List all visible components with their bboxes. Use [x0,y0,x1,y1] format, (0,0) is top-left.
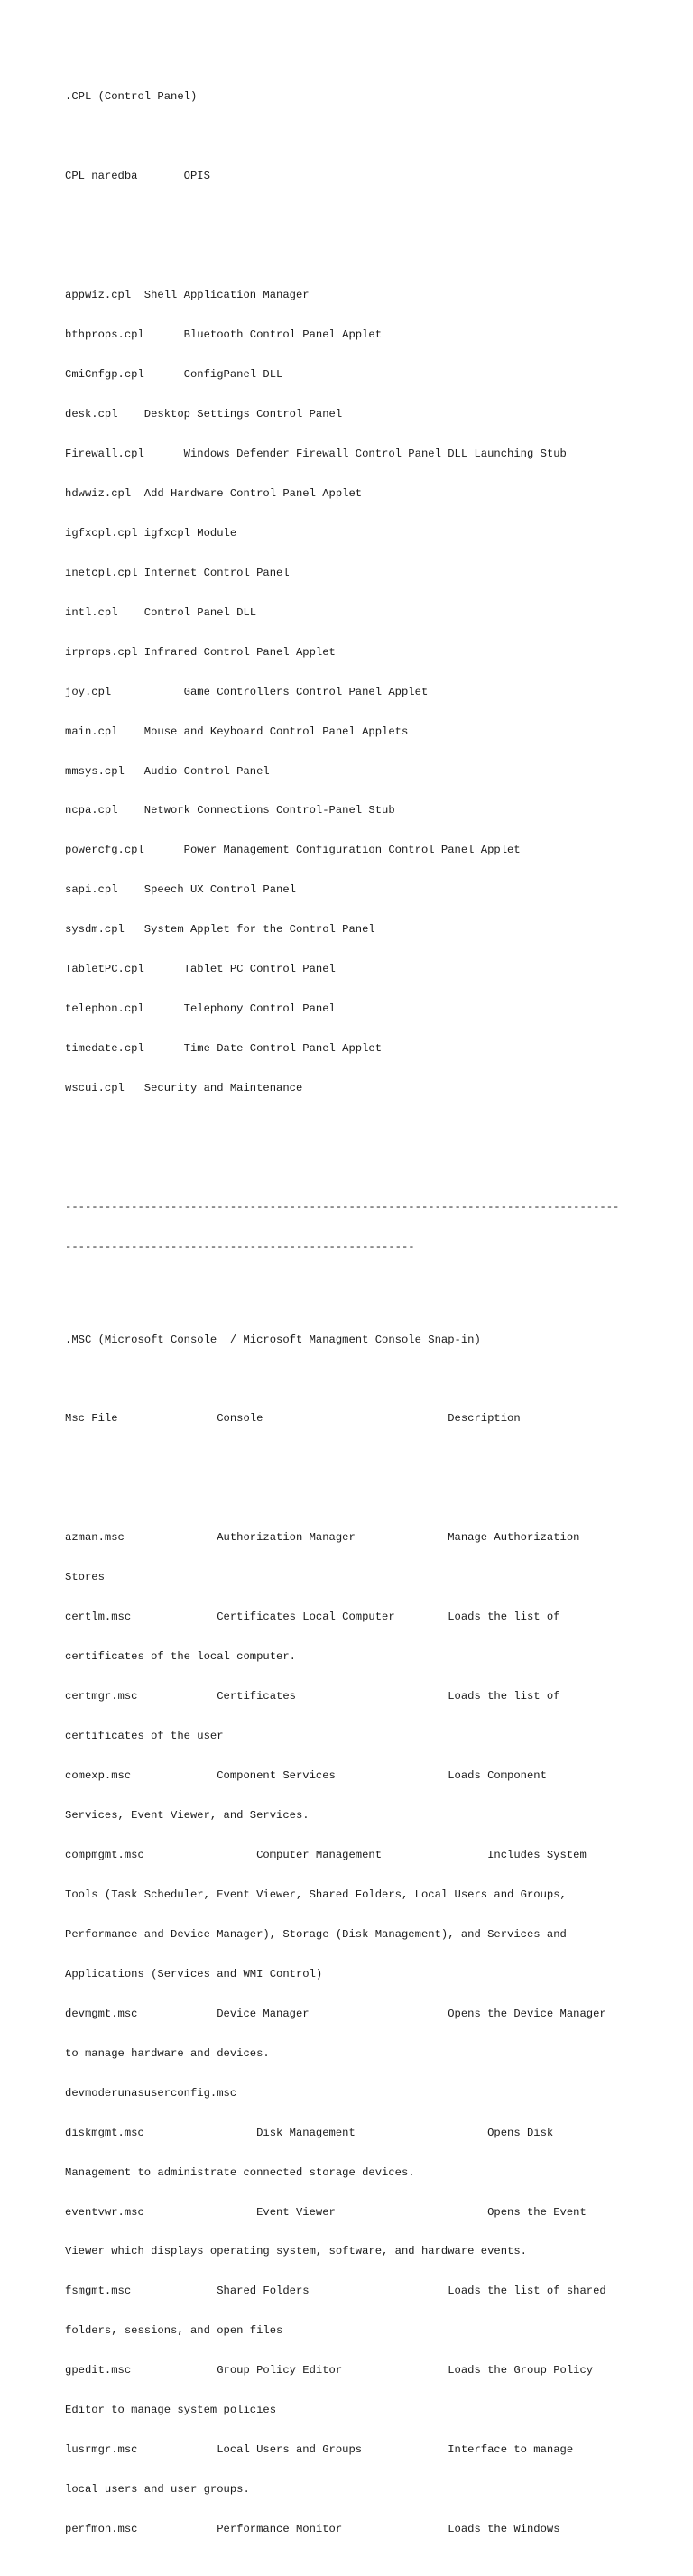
msc-line: folders, sessions, and open files [65,2324,283,2338]
cpl-entry: wscui.cpl Security and Maintenance [65,1082,303,1095]
msc-line: compmgmt.msc Computer Management Includes System [65,1848,587,1861]
spacer [65,1373,688,1387]
msc-line: gpedit.msc Group Policy Editor Loads the Group Policy [65,2364,594,2377]
cpl-entry: Firewall.cpl Windows Defender Firewall Control Panel DLL Launching Stub [65,447,567,460]
msc-heading: .MSC (Microsoft Console / Microsoft Managment Console Snap-in) [65,1333,481,1346]
msc-line: certmgr.msc Certificates Loads the list of [65,1690,560,1703]
cpl-entry: desk.cpl Desktop Settings Control Panel [65,407,343,420]
msc-line: certificates of the user [65,1730,224,1743]
spacer [65,1452,688,1465]
msc-line: comexp.msc Component Services Loads Component [65,1769,547,1783]
cpl-entry: appwiz.cpl Shell Application Manager [65,289,310,302]
msc-line: devmoderunasuserconfig.msc [65,2086,237,2100]
msc-line: lusrmgr.msc Local Users and Groups Interface to manage [65,2443,574,2457]
msc-line: Tools (Task Scheduler, Event Viewer, Shared Folders, Local Users and Groups, [65,1888,567,1901]
cpl-entry: main.cpl Mouse and Keyboard Control Panel Applets [65,725,409,738]
cpl-entry: mmsys.cpl Audio Control Panel [65,764,270,778]
msc-line: Performance and Device Manager), Storage (Disk Management), and Services and [65,1927,567,1941]
spacer [65,209,688,223]
cpl-heading: .CPL (Control Panel) [65,90,198,104]
cpl-entry: ncpa.cpl Network Connections Control-Panel Stub [65,804,395,817]
cpl-entry: joy.cpl Game Controllers Control Panel Applet [65,685,429,698]
cpl-entry: intl.cpl Control Panel DLL [65,605,257,619]
msc-line: local users and user groups. [65,2483,250,2497]
msc-table-header: Msc File Console Description [65,1412,521,1426]
msc-list [65,1505,688,2562]
msc-line: perfmon.msc Performance Monitor Loads the Windows [65,2523,560,2536]
cpl-entry: hdwwiz.cpl Add Hardware Control Panel Applet [65,486,363,500]
separator-line: ------------------------------------------------------------------------------------ [65,1201,620,1214]
msc-line: Services, Event Viewer, and Services. [65,1809,310,1822]
cpl-entry: TabletPC.cpl Tablet PC Control Panel [65,963,336,976]
msc-line: fsmgmt.msc Shared Folders Loads the list of shared [65,2285,606,2298]
cpl-entry: powercfg.cpl Power Management Configuration Control Panel Applet [65,844,521,857]
msc-line: Stores [65,1571,105,1584]
spacer [65,130,688,143]
cpl-entry: igfxcpl.cpl igfxcpl Module [65,526,237,540]
cpl-entry: timedate.cpl Time Date Control Panel Applet [65,1042,383,1056]
cpl-entry: inetcpl.cpl Internet Control Panel [65,566,290,579]
separator-line: ----------------------------------------------------- [65,1240,415,1253]
cpl-entry: sysdm.cpl System Applet for the Control Panel [65,923,375,937]
spacer [65,1161,688,1175]
spacer [65,1280,688,1294]
document-page [65,64,688,2576]
msc-line: certificates of the local computer. [65,1650,296,1664]
cpl-table-header: CPL naredba OPIS [65,170,210,183]
cpl-list [65,263,688,1122]
msc-line: azman.msc Authorization Manager Manage Authorization [65,1531,580,1545]
cpl-entry: CmiCnfgp.cpl ConfigPanel DLL [65,368,283,381]
msc-line: Applications (Services and WMI Control) [65,1967,323,1980]
msc-line: devmgmt.msc Device Manager Opens the Device Manager [65,2007,606,2020]
cpl-entry: bthprops.cpl Bluetooth Control Panel Applet [65,328,383,342]
msc-line: to manage hardware and devices. [65,2046,270,2060]
msc-line: eventvwr.msc Event Viewer Opens the Event [65,2205,587,2219]
cpl-entry: irprops.cpl Infrared Control Panel Applet [65,645,336,659]
msc-line: Editor to manage system policies [65,2404,277,2417]
msc-line: Management to administrate connected storage devices. [65,2165,415,2179]
msc-line: diskmgmt.msc Disk Management Opens Disk [65,2126,554,2139]
cpl-entry: telephon.cpl Telephony Control Panel [65,1002,336,1016]
msc-line: certlm.msc Certificates Local Computer Loads the list of [65,1611,560,1624]
msc-line: Viewer which displays operating system, software, and hardware events. [65,2245,527,2258]
cpl-entry: sapi.cpl Speech UX Control Panel [65,883,296,897]
